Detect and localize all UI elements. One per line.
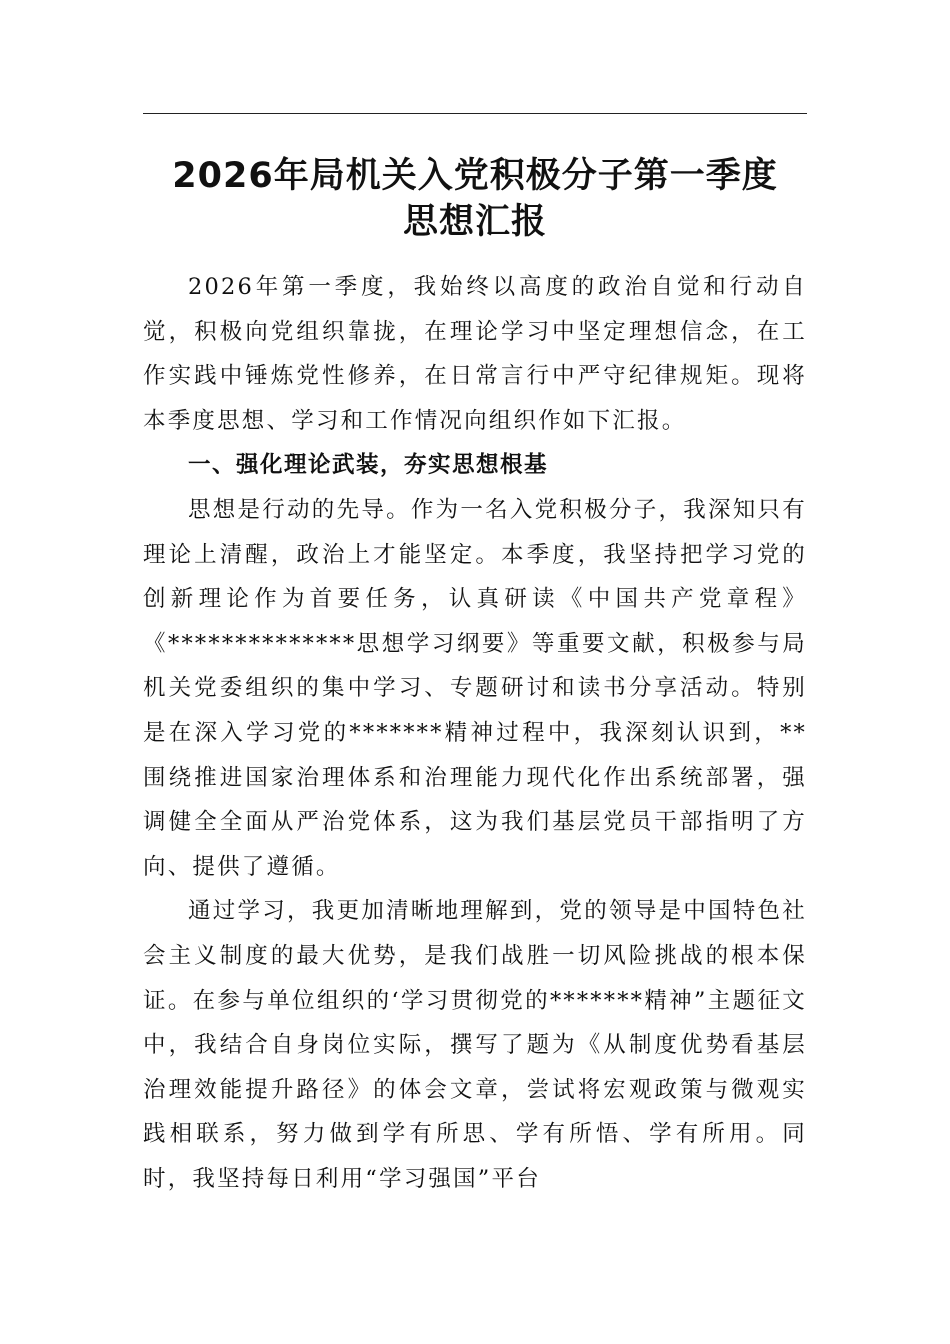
document-title-line1: 2026年局机关入党积极分子第一季度: [172, 156, 778, 196]
section1-heading: 一、强化理论武装，夯实思想根基: [188, 452, 549, 479]
document-body: [143, 265, 807, 1201]
document-title-line2: 思想汇报: [402, 202, 547, 242]
header-rule: [143, 113, 807, 114]
section1-paragraph-1: 思想是行动的先导。作为一名入党积极分子，我深知只有理论上清醒，政治上才能坚定。本季度，我坚持把学习党的创新理论作为首要任务，认真研读《中国共产党章程》《**************思想学习纲要》等重要文献，积极参与局机关党委组织的集中学习、专题研讨和读书分享活动。特别是在深入学习党的*******精神过程中，我深刻认识到，**围绕推进国家治理体系和治理能力现代化作出系统部署，强调健全全面从严治党体系，这为我们基层党员干部指明了方向、提供了遵循。: [143, 496, 807, 880]
intro-paragraph: 2026年第一季度，我始终以高度的政治自觉和行动自觉，积极向党组织靠拢，在理论学习中坚定理想信念，在工作实践中锤炼党性修养，在日常言行中严守纪律规矩。现将本季度思想、学习和工作情况向组织作如下汇报。: [143, 274, 807, 434]
section1-paragraph-2: 通过学习，我更加清晰地理解到，党的领导是中国特色社会主义制度的最大优势，是我们战胜一切风险挑战的根本保证。在参与单位组织的‘学习贯彻党的*******精神”主题征文中，我结合自身岗位实际，撰写了题为《从制度优势看基层治理效能提升路径》的体会文章，尝试将宏观政策与微观实践相联系，努力做到学有所思、学有所悟、学有所用。同时，我坚持每日利用“学习强国”平台: [143, 898, 807, 1192]
